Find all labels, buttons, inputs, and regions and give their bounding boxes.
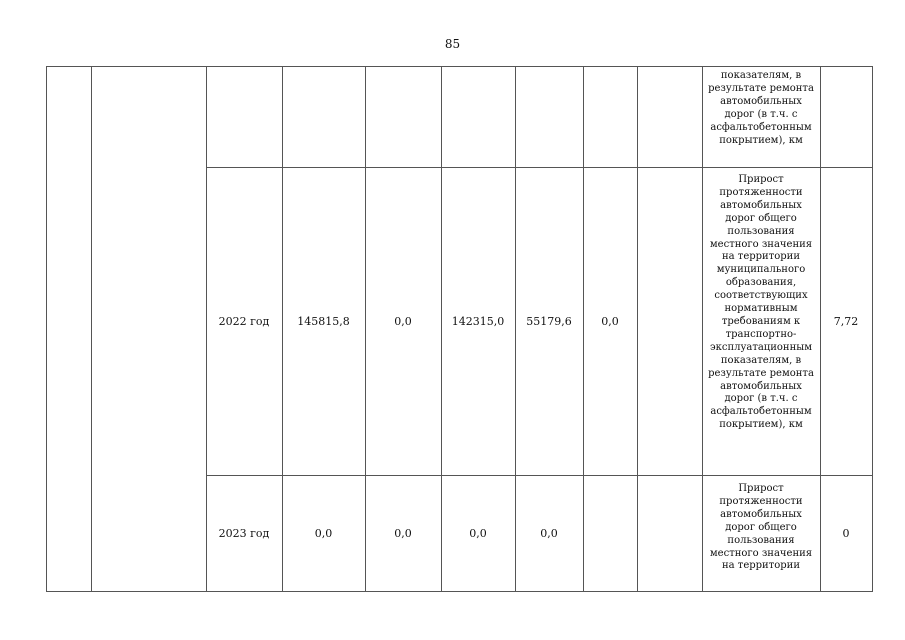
table-cell-c5 (583, 66, 637, 167)
indicator-value: 0 (842, 526, 850, 540)
description-line: требованиям к (721, 315, 801, 327)
description-line: дорог (в т.ч. с (724, 393, 798, 405)
table-cell-c1: 145815,8 (297, 314, 350, 328)
description-line: автомобильных (720, 508, 802, 520)
table-col-border (91, 66, 92, 591)
table-cell-c2: 0,0 (394, 314, 412, 328)
description-line: асфальтобетонным (710, 121, 812, 133)
description-line: муниципального (716, 264, 806, 276)
description-line: транспортно- (725, 328, 797, 340)
table-col-border (872, 66, 873, 591)
description-line: местного значения (709, 547, 813, 559)
description-line: автомобильных (720, 95, 802, 107)
indicator-value (820, 66, 872, 167)
description-line: автомобильных (720, 199, 802, 211)
description-line: результате ремонта (708, 82, 814, 94)
table-cell-year: 2023 год (218, 526, 270, 540)
table-cell-c3: 142315,0 (451, 314, 505, 328)
table-cell-c3: 0,0 (469, 526, 487, 540)
table-cell-year (206, 66, 282, 167)
table-col-border (46, 66, 47, 591)
description-line: асфальтобетонным (710, 406, 812, 418)
description-line: покрытием), км (719, 134, 803, 146)
table-cell-c3 (441, 66, 515, 167)
description-line: дорог общего (725, 212, 797, 224)
description-line: пользования (727, 225, 795, 237)
table-bottom-border (46, 591, 873, 592)
description-line: на территории (721, 251, 800, 263)
description-line: результате ремонта (708, 367, 814, 379)
table-cell-c6 (637, 66, 702, 167)
indicator-description (702, 483, 820, 573)
indicator-value: 7,72 (833, 314, 859, 328)
indicator-description (702, 174, 820, 432)
description-line: автомобильных (720, 380, 802, 392)
description-line: дорог общего (725, 521, 797, 533)
description-line: дорог (в т.ч. с (724, 108, 798, 120)
table-cell-c5 (583, 475, 637, 591)
description-line: Прирост (738, 483, 784, 494)
table-cell-c5: 0,0 (601, 314, 619, 328)
description-line: нормативным (724, 303, 798, 315)
table-cell-c6 (637, 167, 702, 475)
table-cell-c6 (637, 475, 702, 591)
description-line: местного значения (709, 238, 813, 250)
indicator-description (702, 70, 820, 147)
description-line: пользования (727, 534, 795, 546)
description-line: показателям, в (720, 354, 802, 366)
description-line: Прирост (738, 174, 784, 185)
description-line: образования, (725, 277, 797, 289)
table-cell-c4: 55179,6 (526, 314, 572, 328)
table-cell-c4 (515, 66, 583, 167)
description-line: протяженности (719, 186, 803, 198)
page-number: 85 (444, 37, 461, 51)
description-line: показателям, в (720, 70, 802, 81)
table-cell-c2: 0,0 (394, 526, 412, 540)
description-line: соответствующих (714, 290, 808, 302)
description-line: на территории (721, 560, 800, 572)
table-cell-c1 (282, 66, 365, 167)
table-cell-year: 2022 год (218, 314, 270, 328)
table-cell-c2 (365, 66, 441, 167)
table-cell-c1: 0,0 (314, 526, 333, 540)
description-line: покрытием), км (719, 419, 803, 431)
description-line: эксплуатационным (710, 341, 812, 353)
description-line: протяженности (719, 495, 803, 507)
table-cell-c4: 0,0 (540, 526, 558, 540)
